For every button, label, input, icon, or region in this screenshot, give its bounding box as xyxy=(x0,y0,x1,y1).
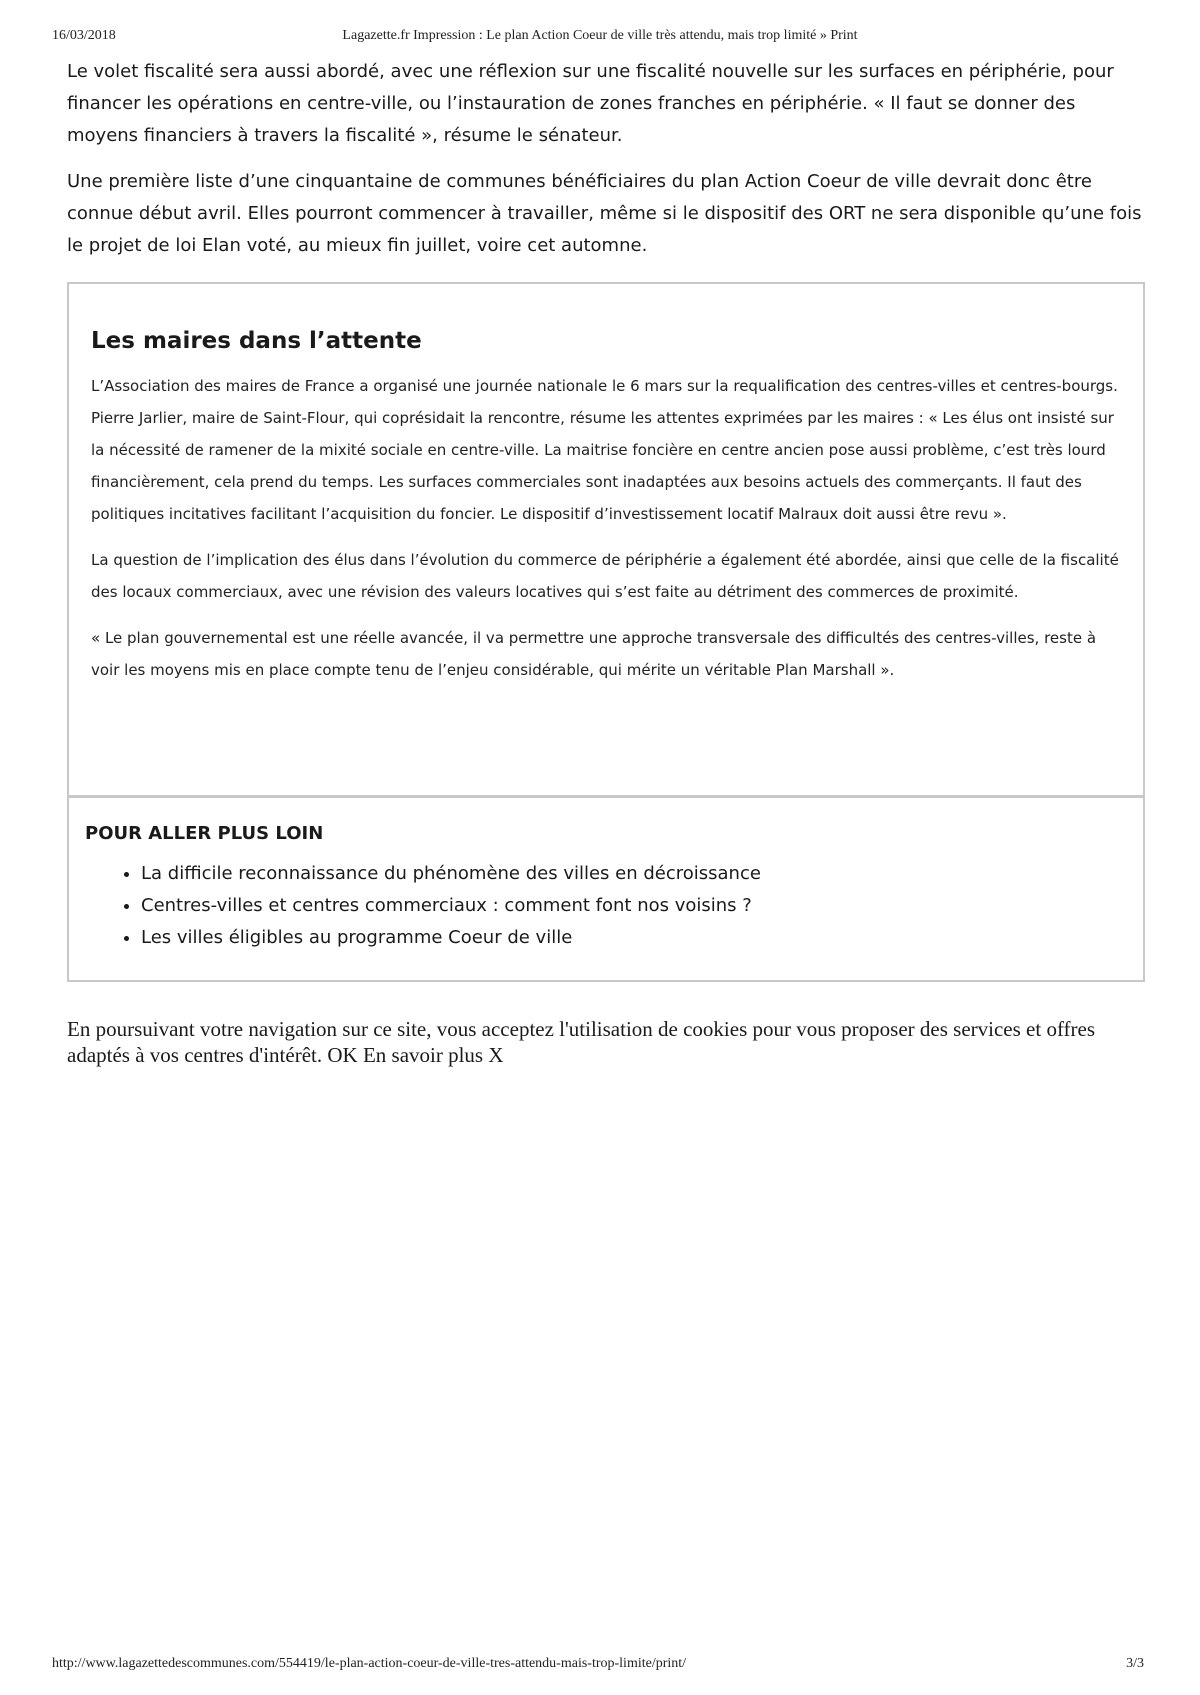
sidebar-box-paragraph: L’Association des maires de France a organisé une journée nationale le 6 mars sur la requalification des centres-villes et centres-bourgs. Pierre Jarlier, maire de Saint-Flour, qui coprésidait la rencontre, résume les attentes exprimées par les maires : « Les élus ont insisté sur la nécessité de ramener de la mixité sociale en centre-ville. La maitrise foncière en centre ancien pose aussi problème, c’est très lourd financièrement, cela prend du temps. Les surfaces commerciales sont inadaptées aux besoins actuels des commerçants. Il faut des politiques incitatives facilitant l’acquisition du foncier. Le dispositif d’investissement locatif Malraux doit aussi être revu ». xyxy=(91,377,1118,523)
print-footer xyxy=(0,1656,1200,1676)
sidebar-box xyxy=(67,282,1145,797)
related-links-box xyxy=(67,796,1145,982)
cookie-more-link[interactable]: En savoir plus xyxy=(362,1043,484,1067)
page-number: 3/3 xyxy=(1126,1656,1144,1671)
print-url: http://www.lagazettedescommunes.com/554419/le-plan-action-coeur-de-ville-tres-attendu-mais-trop-limite/print/ xyxy=(52,1656,687,1671)
article-paragraph: Le volet fiscalité sera aussi abordé, avec une réflexion sur une fiscalité nouvelle sur les surfaces en périphérie, pour financer les opérations en centre-ville, ou l’instauration de zones franches en périphérie. « Il faut se donner des moyens financiers à travers la fiscalité », résume le sénateur. xyxy=(67,61,1114,146)
print-date: 16/03/2018 xyxy=(52,28,116,43)
cookie-close-button[interactable]: X xyxy=(488,1043,504,1067)
related-links-title: POUR ALLER PLUS LOIN xyxy=(85,823,324,844)
print-header xyxy=(0,28,1200,48)
related-link[interactable]: • La difficile reconnaissance du phénomène des villes en décroissance xyxy=(141,858,1127,890)
sidebar-box-paragraph: La question de l’implication des élus dans l’évolution du commerce de périphérie a également été abordée, ainsi que celle de la fiscalité des locaux commerciaux, avec une révision des valeurs locatives qui s’est faite au détriment des commerces de proximité. xyxy=(91,551,1119,601)
sidebar-box-title: Les maires dans l’attente xyxy=(91,328,422,354)
cookie-banner xyxy=(67,1016,1137,1068)
article-body xyxy=(67,56,1147,276)
cookie-notice-text: En poursuivant votre navigation sur ce site, vous acceptez l'utilisation de cookies pour vous proposer des services et offres adaptés à vos centres d'intérêt. xyxy=(67,1017,1096,1067)
related-links-list xyxy=(85,858,1127,954)
print-title: Lagazette.fr Impression : Le plan Action Coeur de ville très attendu, mais trop limité » Print xyxy=(342,28,858,43)
article-paragraph: Une première liste d’une cinquantaine de communes bénéficiaires du plan Action Coeur de ville devrait donc être connue début avril. Elles pourront commencer à travailler, même si le dispositif des ORT ne sera disponible qu’une fois le projet de loi Elan voté, au mieux fin juillet, voire cet automne. xyxy=(67,171,1142,256)
cookie-ok-button[interactable]: OK xyxy=(327,1043,358,1067)
sidebar-box-paragraph: « Le plan gouvernemental est une réelle avancée, il va permettre une approche transversale des difficultés des centres-villes, reste à voir les moyens mis en place compte tenu de l’enjeu considérable, qui mérite un véritable Plan Marshall ». xyxy=(91,629,1097,679)
related-link[interactable]: • Centres-villes et centres commerciaux : comment font nos voisins ? xyxy=(141,890,1127,922)
related-link[interactable]: • Les villes éligibles au programme Coeur de ville xyxy=(141,922,1127,954)
